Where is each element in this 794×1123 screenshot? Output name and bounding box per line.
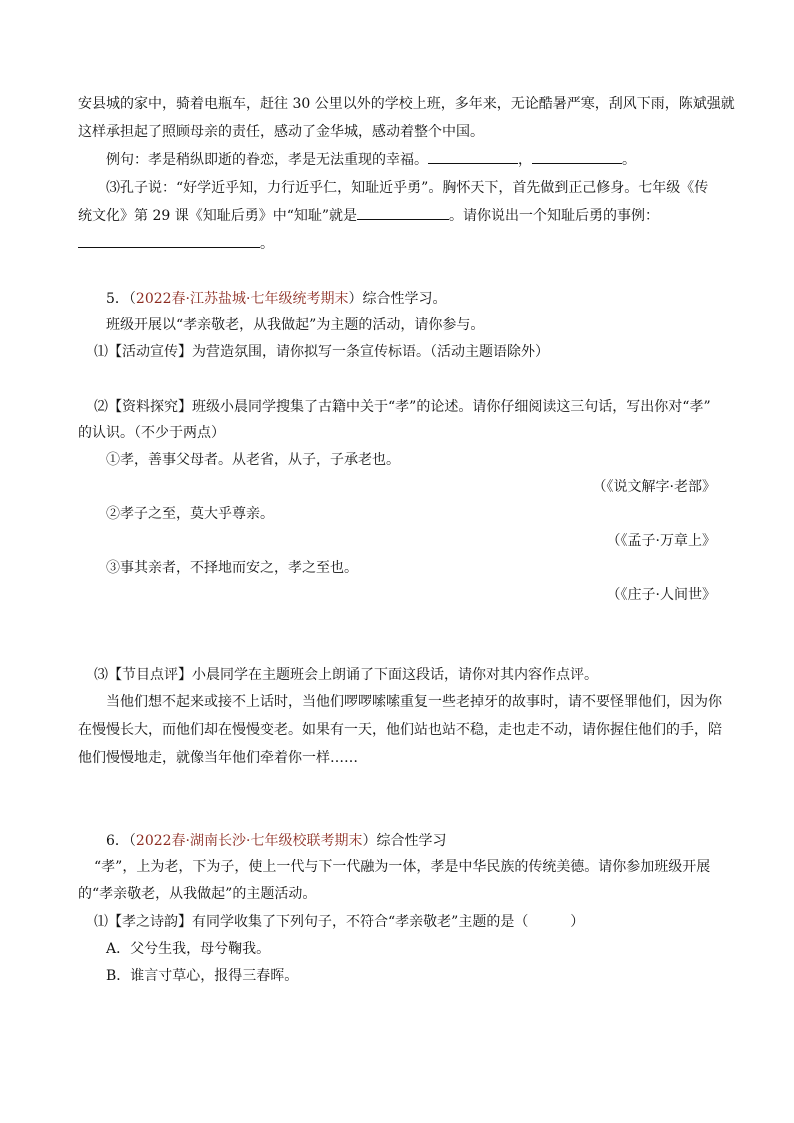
intro-line-2: 这样承担起了照顾母亲的责任，感动了金华城，感动着整个中国。 [78,124,484,140]
q6-sub1: ⑴【孝之诗韵】有同学收集了下列句子，不符合“孝亲敬老”主题的是（ ） [94,914,585,930]
option-a[interactable]: A．父兮生我，母兮鞠我。 [106,941,271,957]
q5-type: 综合性学习。 [362,291,447,307]
q5-sub1: ⑴【活动宣传】为营造氛围，请你拟写一条宣传标语。（活动主题语除外） [94,344,549,360]
quote-3: ③事其亲者，不择地而安之，孝之至也。 [106,560,358,576]
intro-line-1: 安县城的家中，骑着电瓶车，赶往 30 公里以外的学校上班，多年来，无论酷暑严寒，刮风下雨，陈斌强就 [78,96,735,112]
cite-2: （《孟子·万章上》 [606,533,716,549]
q5-number: 5． [106,291,129,307]
quote-1: ①孝，善事父母者。从老省，从子，子承老也。 [106,452,400,468]
passage-line-3: 他们慢慢地走，就像当年他们牵着你一样…… [78,750,358,766]
q5-source-close: ） [348,291,363,307]
q3-line-2 [78,206,659,226]
option-b[interactable]: B．谁言寸草心，报得三春晖。 [106,968,299,984]
q3-line-2-prefix: 统文化》第 29 课《知耻后勇》中“知耻”就是 [78,208,358,224]
passage-line-1: 当他们想不起来或接不上话时，当他们啰啰嗦嗦重复一些老掉牙的故事时，请不要怪罪他们，因为你 [106,694,722,710]
example-end: 。 [622,152,636,168]
q5-sub2-line-2: 的认识。（不少于两点） [78,425,225,441]
q5-header [106,289,446,309]
q3-line-3 [78,234,274,254]
q6-header [106,831,446,851]
cite-3: （《庄子·人间世》 [606,587,716,603]
answer-blank-1[interactable] [428,150,518,164]
q5-source-open: （ [128,291,136,307]
q5-intro: 班级开展以“孝亲敬老，从我做起”为主题的活动，请你参与。 [106,317,485,333]
answer-blank-2[interactable] [532,150,622,164]
q3-line-1: ⑶孔子说：“好学近乎知，力行近乎仁，知耻近乎勇”。胸怀天下，首先做到正己修身。七年级《传 [106,180,709,196]
q5-sub3: ⑶【节目点评】小晨同学在主题班会上朗诵了下面这段话，请你对其内容作点评。 [94,667,598,683]
q6-type: 综合性学习 [376,833,447,849]
example-line [106,150,636,170]
q6-source-open: （ [128,833,136,849]
answer-blank-example[interactable] [78,234,260,248]
q5-sub2-line-1: ⑵【资料探究】班级小晨同学搜集了古籍中关于“孝”的论述。请你仔细阅读这三句话，写出你对“孝” [94,399,711,415]
cite-1: （《说文解字·老部》 [592,479,716,495]
q6-number: 6． [106,833,129,849]
quote-2: ②孝子之至，莫大乎尊亲。 [106,506,274,522]
example-sep: ， [518,152,532,168]
passage-line-2: 在慢慢长大，而他们却在慢慢变老。如果有一天，他们站也站不稳，走也走不动，请你握住他们的手，陪 [78,722,722,738]
example-prefix: 例句：孝是稍纵即逝的眷恋，孝是无法重现的幸福。 [106,152,428,168]
q6-source-close: ） [362,833,377,849]
answer-blank-zhichi[interactable] [357,206,449,220]
q5-source: 2022春·江苏盐城·七年级统考期末 [135,291,349,307]
q6-intro-line-1: “孝”，上为老，下为子，使上一代与下一代融为一体，孝是中华民族的传统美德。请你参加班级开展 [94,859,711,875]
q6-intro-line-2: 的“孝亲敬老，从我做起”的主题活动。 [78,886,317,902]
q3-line-2-suffix: 。请你说出一个知耻后勇的事例： [449,208,660,224]
q3-line-3-end: 。 [260,236,274,252]
q6-source: 2022春·湖南长沙·七年级校联考期末 [135,833,363,849]
